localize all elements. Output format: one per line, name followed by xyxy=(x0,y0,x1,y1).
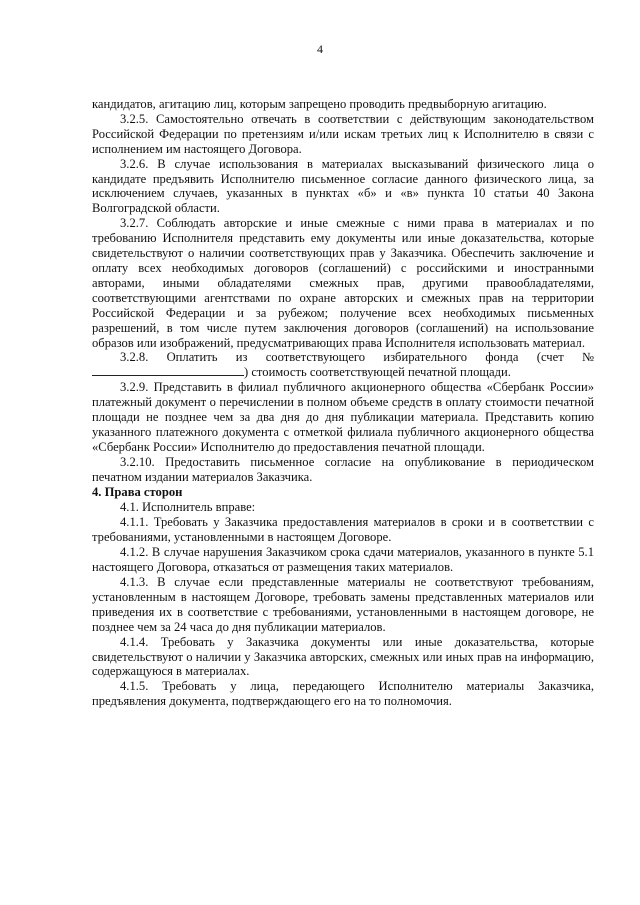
paragraph-continuation: кандидатов, агитацию лиц, которым запрещено проводить предвыборную агитацию. xyxy=(92,97,547,111)
paragraph-3-2-5: 3.2.5. Самостоятельно отвечать в соответствии с действующим законодательством Российской Федерации по претензиям и/или искам третьих лиц к Исполнителю в связи с исполнением им настоящего Договора. xyxy=(92,111,594,156)
paragraph-3-2-8-end: ) стоимость соответствующей печатной площади. xyxy=(244,365,511,380)
paragraph-4-1-1: 4.1.1. Требовать у Заказчика предоставления материалов в сроки и в соответствии с требованиями, установленными в настоящем Договоре. xyxy=(92,515,594,545)
section-title: 4. Права сторон xyxy=(92,484,183,499)
paragraph-3-2-8-start: 3.2.8. Оплатить из соответствующего избирательного фонда (счет № xyxy=(120,350,594,365)
paragraph-3-2-10: 3.2.10. Предоставить письменное согласие на опубликование в периодическом печатном издании материалов Заказчика. xyxy=(92,454,594,484)
account-number-blank xyxy=(92,365,244,376)
paragraph-4-1-2: 4.1.2. В случае нарушения Заказчиком срока сдачи материалов, указанного в пункте 5.1 настоящего Договора, отказаться от размещения таких материалов. xyxy=(92,545,594,575)
paragraph-3-2-8 xyxy=(92,350,594,380)
paragraph-4-1-3: 4.1.3. В случае если представленные материалы не соответствуют требованиям, установленным в настоящем Договоре, требовать замены представленных материалов или приведения их в соответствие с требованиями, установленными в настоящем договоре, не позднее чем за 24 часа до дня публикации материалов. xyxy=(92,575,594,634)
page-number: 4 xyxy=(317,42,323,56)
paragraph-3-2-6: 3.2.6. В случае использования в материалах высказываний физического лица о кандидате предъявить Исполнителю письменное согласие данного физического лица, за исключением случаев, указанных в пунктах «б» и «в» пункта 10 статьи 40 Закона Волгоградской области. xyxy=(92,156,594,216)
paragraph-4-1: 4.1. Исполнитель вправе: xyxy=(120,500,256,515)
document-body xyxy=(92,97,594,709)
paragraph-4-1-4: 4.1.4. Требовать у Заказчика документы или иные доказательства, которые свидетельствуют о наличии у Заказчика авторских, смежных или иных прав на информацию, содержащуюся в материалах. xyxy=(92,634,594,679)
paragraph-3-2-9: 3.2.9. Представить в филиал публичного акционерного общества «Сбербанк России» платежный документ о перечислении в полном объеме средств в оплату стоимости печатной площади не позднее чем за два дня до дня публикации материала. Представить копию указанного платежного документа с отметкой филиала публичного акционерного общества «Сбербанк России» Исполнителю до предоставления печатной площади. xyxy=(92,380,594,454)
paragraph-3-2-7: 3.2.7. Соблюдать авторские и иные смежные с ними права в материалах и по требованию Исполнителя представить ему документы или иные доказательства, которые свидетельствуют о наличии соответствующих прав у Заказчика. Обеспечить заключение и оплату всех необходимых договоров (соглашений) с российскими и иностранными авторами, иными обладателями смежных прав, другими правообладателями, соответствующими агентствами по охране авторских и смежных прав на территории Российской Федерации и за рубежом; получение всех необходимых письменных разрешений, в том числе путем заключения договоров (соглашений) на использование образов или изображений, предусматривающих права Исполнителя использовать материал. xyxy=(92,216,594,350)
paragraph-4-1-5: 4.1.5. Требовать у лица, передающего Исполнителю материалы Заказчика, предъявления документа, подтверждающего его на то полномочия. xyxy=(92,679,594,709)
